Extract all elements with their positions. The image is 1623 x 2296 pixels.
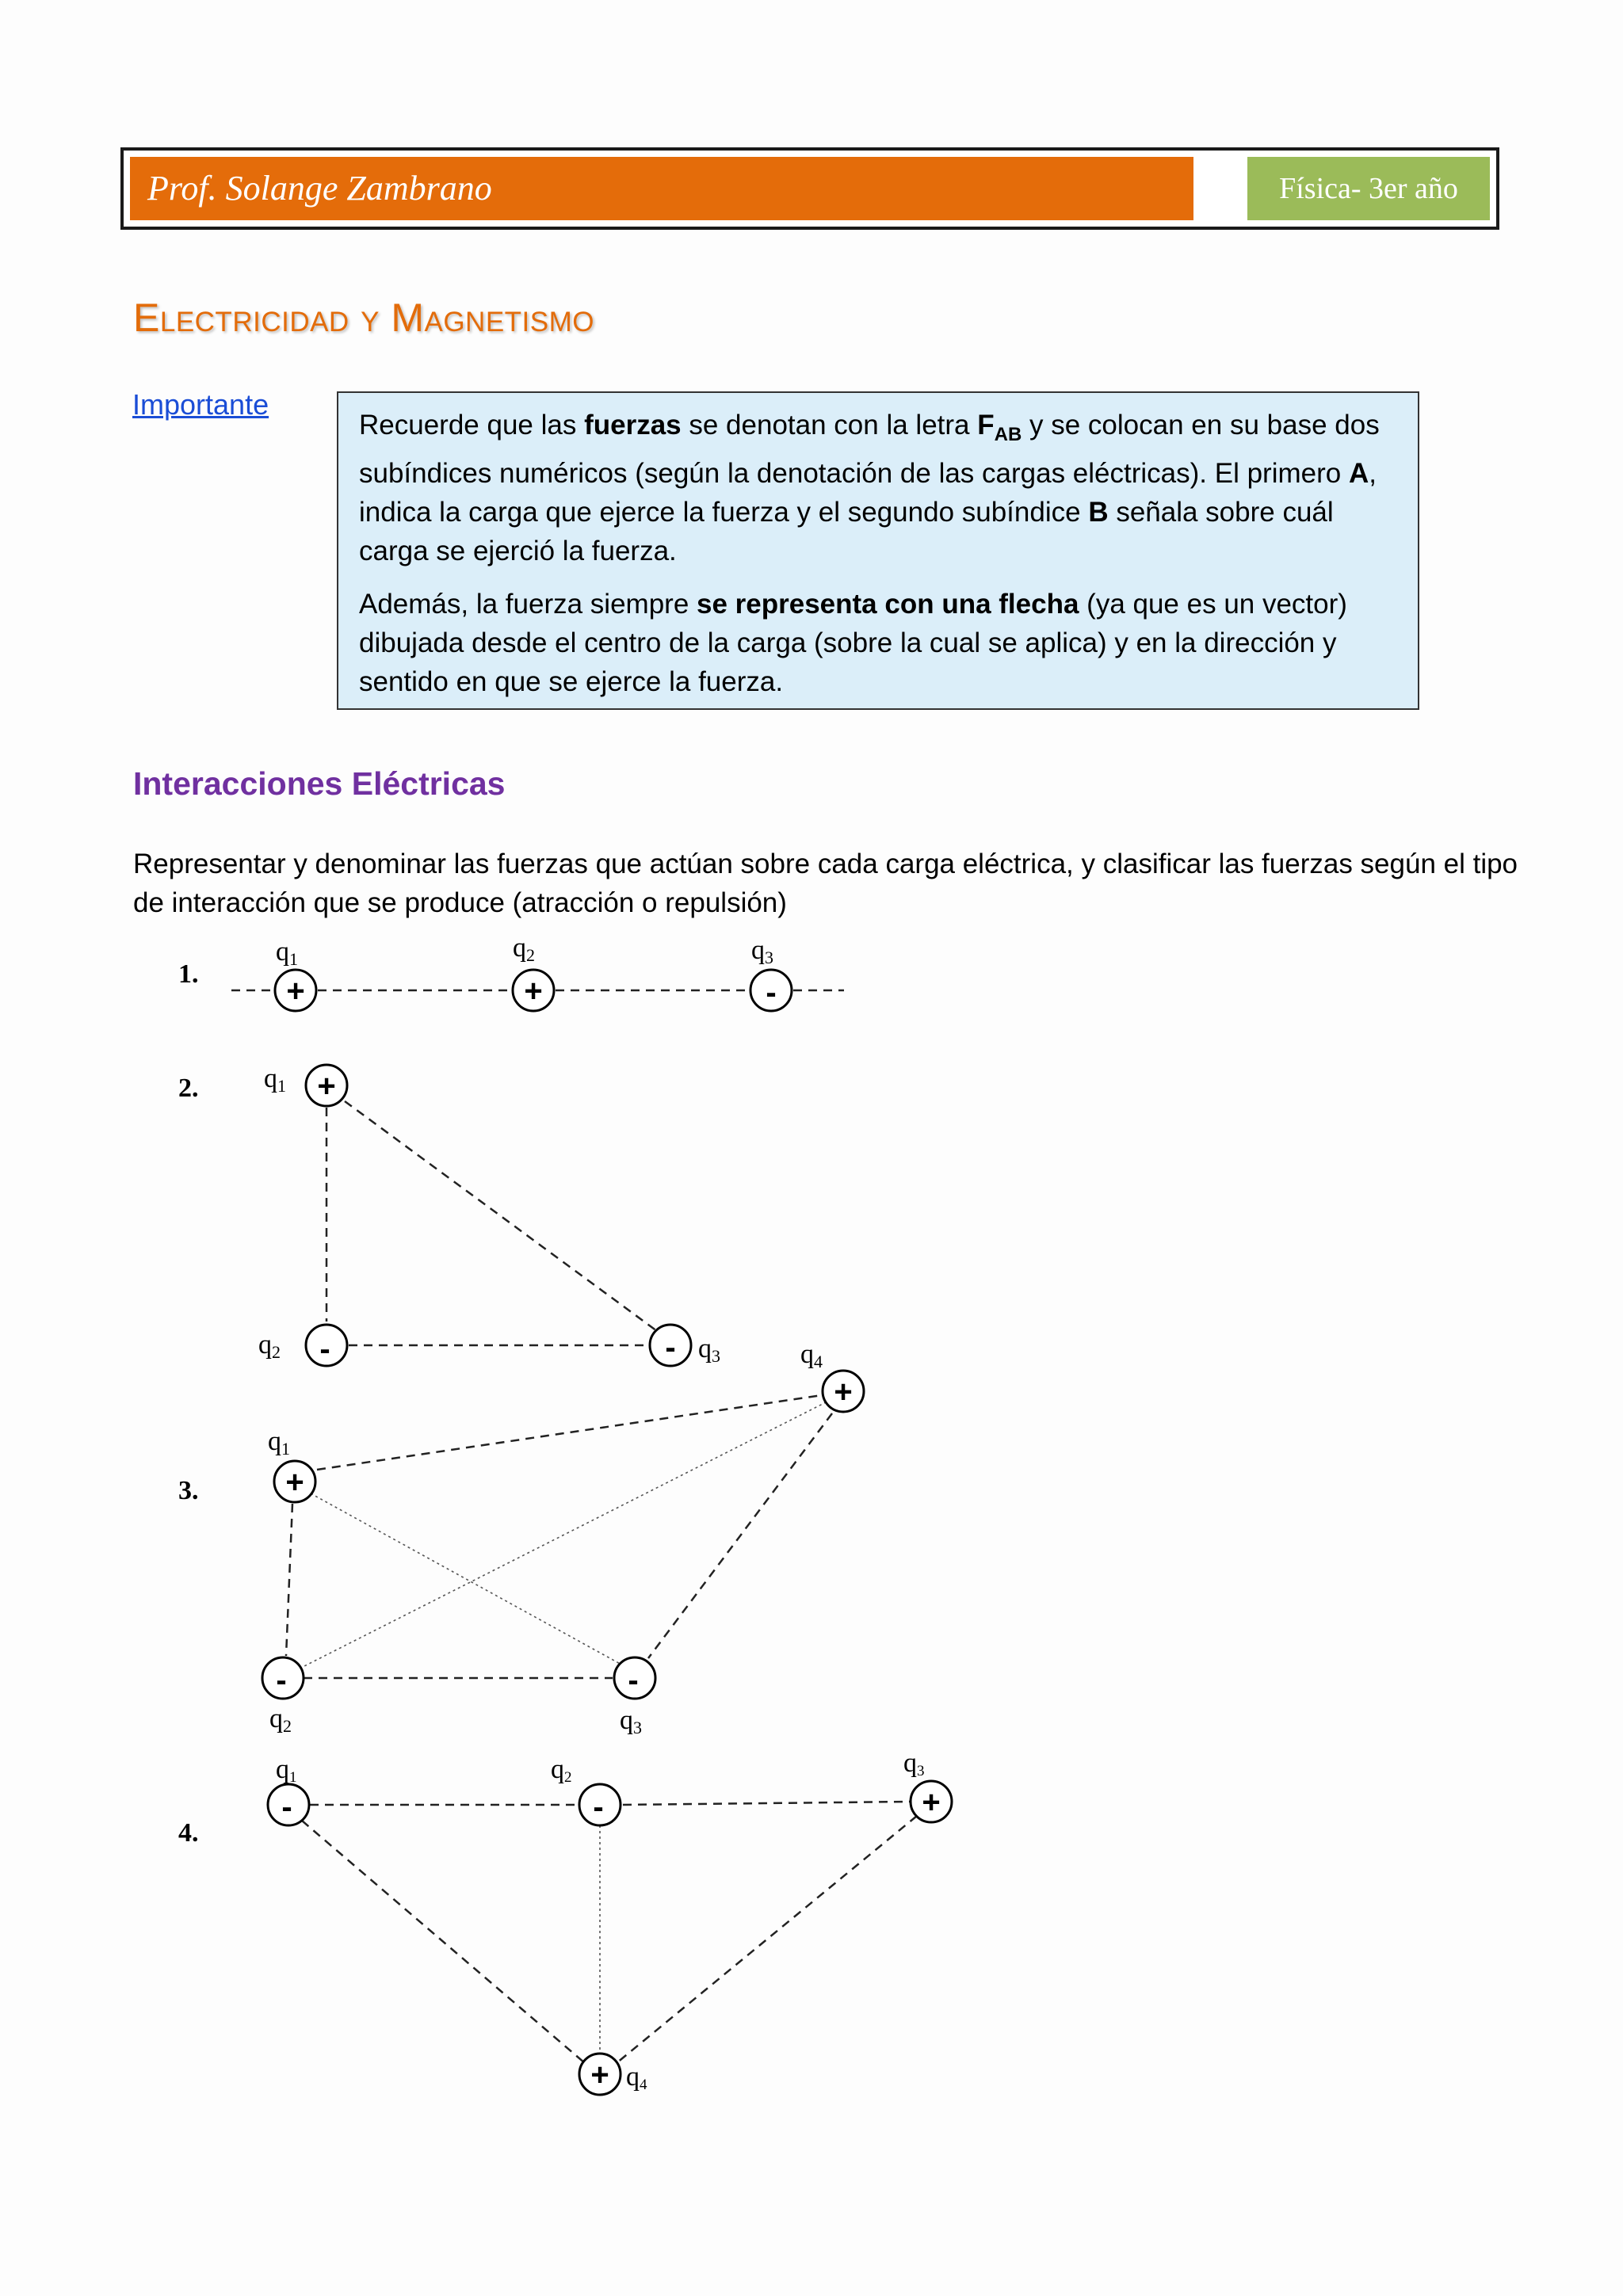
charge-label: q3 bbox=[751, 936, 773, 967]
charge-sign: - bbox=[276, 1663, 287, 1698]
charge-sign: + bbox=[922, 1785, 941, 1820]
charge-ex1-q3 bbox=[750, 936, 792, 1011]
charge-label: q1 bbox=[268, 1427, 290, 1459]
charge-ex2-q1 bbox=[264, 1064, 347, 1106]
charge-label: q4 bbox=[626, 2062, 647, 2093]
exercise-number: 1. bbox=[178, 959, 199, 989]
charge-sign: - bbox=[593, 1790, 604, 1825]
note-paragraph-2: Además, la fuerza siempre se representa con una flecha (ya que es un vector) dibujada desde el centro de la carga (sobre la cual se aplica) y en la dirección y sentido en que se ejerce la fuerza. bbox=[359, 589, 1347, 697]
charge-label: q1 bbox=[264, 1064, 286, 1096]
page-title: Electricidad y Magnetismo bbox=[133, 296, 595, 340]
charge-sign: + bbox=[317, 1069, 336, 1104]
charge-sign: - bbox=[766, 975, 777, 1010]
charge-ex2-q2 bbox=[258, 1325, 347, 1367]
author-banner: Prof. Solange Zambrano bbox=[130, 157, 1193, 220]
course-badge: Física- 3er año bbox=[1247, 157, 1490, 220]
charge-sign: - bbox=[319, 1332, 330, 1367]
connector-line bbox=[302, 1821, 585, 2063]
charge-sign: + bbox=[834, 1375, 853, 1409]
charge-label: q2 bbox=[551, 1755, 572, 1786]
connector-line bbox=[317, 1395, 822, 1470]
charge-sign: - bbox=[665, 1330, 676, 1365]
exercise-number: 2. bbox=[178, 1074, 199, 1103]
charge-ex3-q3 bbox=[614, 1657, 655, 1737]
connector-line bbox=[648, 1413, 832, 1658]
note-paragraph-1: Recuerde que las fuerzas se denotan con la letra $F_{AB}$ y se colocan en su base dos subíndices numéricos (según la denotación de las cargas eléctricas). El primero A, indica la carga que ejerce la fuerza y el segundo subíndice B señala sobre cuál carga se ejerció la fuerza. bbox=[359, 410, 1380, 566]
connector-line bbox=[623, 1802, 910, 1805]
connector-line bbox=[311, 1493, 623, 1665]
section-title: Interacciones Eléctricas bbox=[133, 765, 506, 802]
charge-sign: - bbox=[281, 1790, 292, 1825]
charge-label: q1 bbox=[276, 937, 298, 969]
importante-link[interactable]: Importante bbox=[132, 388, 269, 421]
charge-label: q3 bbox=[698, 1334, 720, 1366]
charge-sign: + bbox=[286, 974, 305, 1009]
connector-line bbox=[286, 1504, 292, 1656]
charge-ex4-q3 bbox=[903, 1749, 952, 1822]
charge-ex3-q2 bbox=[262, 1657, 304, 1736]
charge-sign: - bbox=[628, 1663, 639, 1698]
charge-label: q2 bbox=[513, 933, 535, 965]
charge-sign: + bbox=[285, 1465, 304, 1500]
charge-ex4-q1 bbox=[268, 1755, 309, 1825]
charge-ex2-q3 bbox=[650, 1325, 720, 1366]
charge-ex3-q1 bbox=[268, 1427, 315, 1502]
charge-ex3-q4 bbox=[800, 1340, 864, 1412]
charge-label: q2 bbox=[258, 1330, 281, 1362]
charge-ex1-q2 bbox=[513, 933, 554, 1011]
exercise-number: 3. bbox=[178, 1476, 199, 1505]
connector-line bbox=[300, 1401, 829, 1669]
charge-ex4-q2 bbox=[551, 1755, 621, 1825]
exercise-number: 4. bbox=[178, 1818, 199, 1848]
charge-label: q4 bbox=[800, 1340, 823, 1371]
charge-ex4-q4 bbox=[579, 2054, 647, 2095]
connector-line bbox=[617, 1816, 917, 2063]
charge-label: q3 bbox=[903, 1749, 925, 1779]
charge-sign: + bbox=[590, 2058, 609, 2092]
charge-ex1-q1 bbox=[275, 937, 316, 1011]
charge-label: q3 bbox=[620, 1706, 642, 1737]
connector-line bbox=[345, 1101, 657, 1331]
instructions: Representar y denominar las fuerzas que actúan sobre cada carga eléctrica, y clasificar las fuerzas según el tipo de interacción que se produce (atracción o repulsión) bbox=[133, 849, 1518, 918]
charge-label: q1 bbox=[276, 1755, 297, 1786]
charge-label: q2 bbox=[269, 1704, 292, 1736]
charge-sign: + bbox=[524, 974, 543, 1009]
